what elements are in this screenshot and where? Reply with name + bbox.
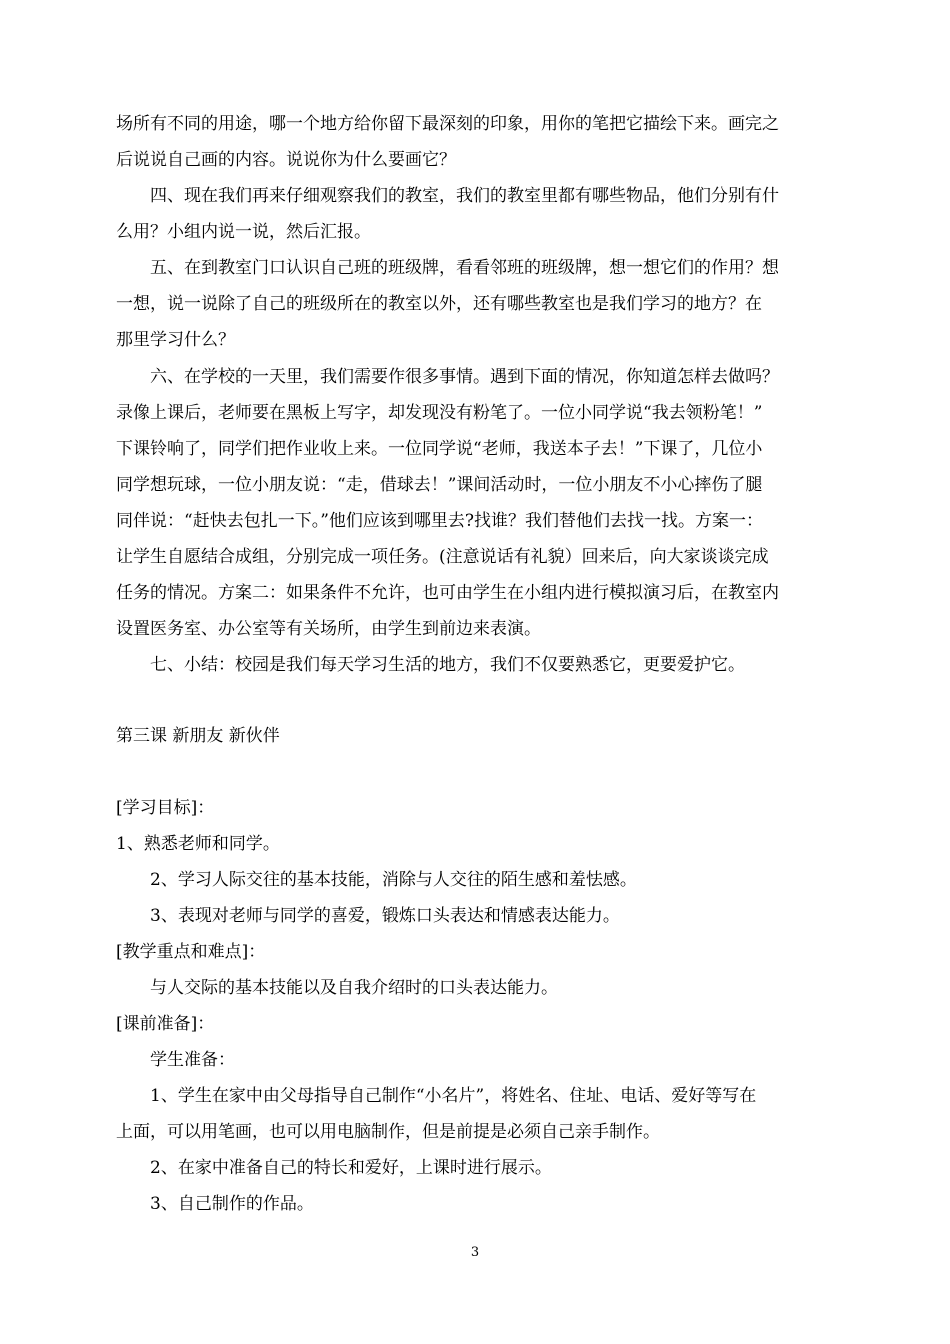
paragraph-line: 同伴说：“赶快去包扎一下。”他们应该到哪里去?找谁？我们替他们去找一找。方案一： bbox=[116, 511, 763, 531]
paragraph-line: 设置医务室、办公室等有关场所，由学生到前边来表演。 bbox=[116, 619, 541, 639]
paragraph-line: 那里学习什么？ bbox=[116, 330, 235, 350]
paragraph-line: 五、在到教室门口认识自己班的班级牌，看看邻班的班级牌，想一想它们的作用？想 bbox=[150, 258, 779, 278]
paragraph-line: 七、小结：校园是我们每天学习生活的地方，我们不仅要熟悉它，更要爱护它。 bbox=[150, 655, 745, 675]
list-item: 3、自己制作的作品。 bbox=[150, 1194, 314, 1214]
page-number: 3 bbox=[470, 1245, 480, 1260]
list-item: 1、熟悉老师和同学。 bbox=[116, 834, 280, 854]
paragraph-line: 录像上课后，老师要在黑板上写字，却发现没有粉笔了。一位小同学说“我去领粉笔！” bbox=[116, 403, 763, 423]
list-item: 2、学习人际交往的基本技能，消除与人交往的陌生感和羞怯感。 bbox=[150, 870, 637, 890]
list-item: 1、学生在家中由父母指导自己制作“小名片”，将姓名、住址、电话、爱好等写在 bbox=[150, 1086, 757, 1106]
paragraph-line: 下课铃响了，同学们把作业收上来。一位同学说“老师，我送本子去！”下课了，几位小 bbox=[116, 439, 763, 459]
paragraph-line: 六、在学校的一天里，我们需要作很多事情。遇到下面的情况，你知道怎样去做吗？ bbox=[150, 367, 779, 387]
paragraph-line: 与人交际的基本技能以及自我介绍时的口头表达能力。 bbox=[150, 978, 558, 998]
paragraph-line: 场所有不同的用途，哪一个地方给你留下最深刻的印象，用你的笔把它描绘下来。画完之 bbox=[116, 114, 779, 134]
section-heading: [学习目标]： bbox=[116, 798, 215, 818]
paragraph-line: 让学生自愿结合成组，分别完成一项任务。(注意说话有礼貌）回来后，向大家谈谈完成 bbox=[116, 547, 769, 567]
paragraph-line: 同学想玩球，一位小朋友说：“走，借球去！”课间活动时，一位小朋友不小心摔伤了腿 bbox=[116, 475, 763, 495]
paragraph-line: 么用？小组内说一说，然后汇报。 bbox=[116, 222, 371, 242]
paragraph-line: 学生准备： bbox=[150, 1050, 235, 1070]
list-item: 3、表现对老师与同学的喜爱，锻炼口头表达和情感表达能力。 bbox=[150, 906, 620, 926]
paragraph-line: 上面，可以用笔画，也可以用电脑制作，但是前提是必须自己亲手制作。 bbox=[116, 1122, 660, 1142]
section-heading: [教学重点和难点]： bbox=[116, 942, 266, 962]
lesson-title: 第三课 新朋友 新伙伴 bbox=[116, 726, 280, 746]
paragraph-line: 任务的情况。方案二：如果条件不允许，也可由学生在小组内进行模拟演习后，在教室内 bbox=[116, 583, 779, 603]
list-item: 2、在家中准备自己的特长和爱好，上课时进行展示。 bbox=[150, 1158, 552, 1178]
section-heading: [课前准备]： bbox=[116, 1014, 215, 1034]
paragraph-line: 四、现在我们再来仔细观察我们的教室，我们的教室里都有哪些物品，他们分别有什 bbox=[150, 186, 779, 206]
paragraph-line: 一想，说一说除了自己的班级所在的教室以外，还有哪些教室也是我们学习的地方？在 bbox=[116, 294, 762, 314]
paragraph-line: 后说说自己画的内容。说说你为什么要画它？ bbox=[116, 150, 456, 170]
